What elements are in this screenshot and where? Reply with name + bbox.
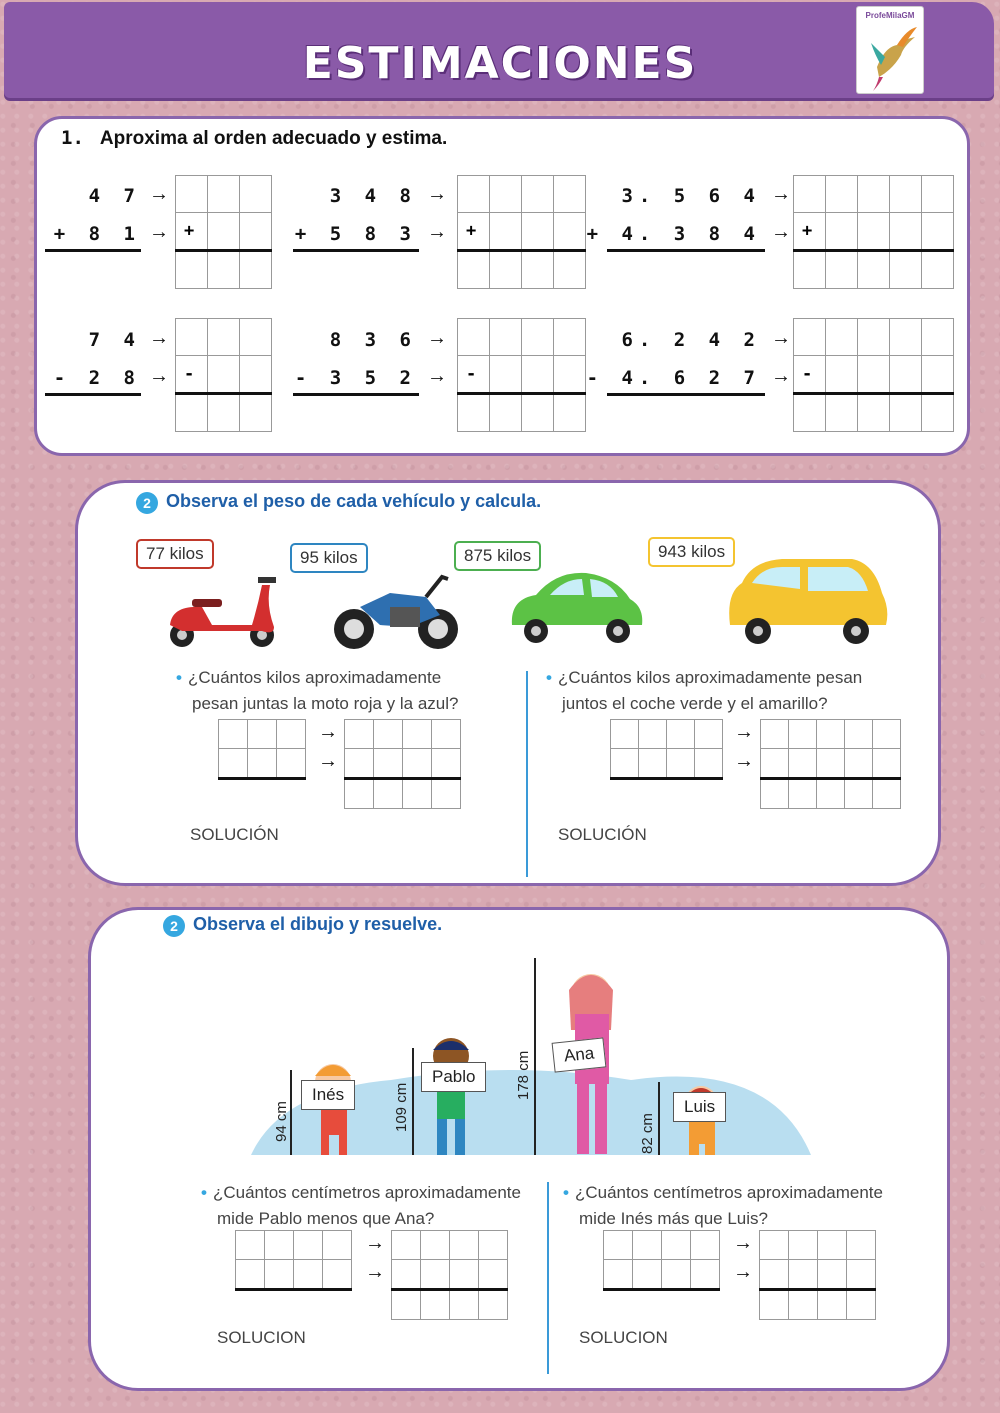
operation-underline	[607, 393, 765, 396]
answer-grid[interactable]	[603, 1230, 720, 1291]
answer-cell[interactable]	[554, 251, 586, 289]
answer-grid[interactable]	[759, 1230, 876, 1320]
operand-bottom: + 4. 3 8 4	[586, 223, 761, 245]
answer-cell[interactable]	[458, 213, 490, 251]
answer-grid[interactable]	[457, 318, 586, 432]
question-left-line-1: ¿Cuántos kilos aproximadamente	[187, 668, 442, 687]
operation-underline	[45, 393, 141, 396]
question-left-line-2: pesan juntas la moto roja y la azul?	[192, 694, 459, 713]
arrow-icon: →	[149, 221, 169, 243]
name-sign-ana: Ana	[552, 1037, 607, 1072]
question-left-line-1: ¿Cuántos centímetros aproximadamente	[212, 1183, 521, 1202]
answer-cell[interactable]	[458, 356, 490, 394]
answer-cell[interactable]	[265, 1260, 294, 1290]
exercise-instruction: Aproxima al orden adecuado y estima.	[99, 128, 448, 149]
exercise-1-panel	[34, 116, 970, 456]
answer-cell[interactable]	[826, 394, 858, 432]
answer-cell[interactable]	[176, 251, 208, 289]
answer-cell[interactable]	[639, 749, 667, 779]
operation-sign: +	[466, 221, 477, 241]
question-right	[563, 1180, 883, 1232]
answer-cell[interactable]	[392, 1260, 421, 1290]
weight-tag-green-car: 875 kilos	[454, 541, 541, 571]
answer-cell[interactable]	[873, 720, 901, 749]
answer-cell[interactable]	[890, 176, 922, 213]
answer-cell[interactable]	[421, 1290, 450, 1320]
operation-sign: -	[466, 364, 477, 384]
answer-cell[interactable]	[858, 251, 890, 289]
exercise-3-title: Observa el dibujo y resuelve.	[193, 914, 443, 934]
operand-top: 7 4	[88, 329, 141, 351]
answer-cell[interactable]	[922, 176, 954, 213]
answer-cell[interactable]	[345, 749, 374, 779]
answer-cell[interactable]	[208, 213, 240, 251]
answer-cell[interactable]	[847, 1231, 876, 1260]
answer-cell[interactable]	[639, 720, 667, 749]
operand-top: 4 7	[88, 185, 141, 207]
solution-label-right: SOLUCION	[579, 1328, 668, 1347]
answer-cell[interactable]	[826, 176, 858, 213]
page-title: ESTIMACIONES	[302, 38, 698, 89]
answer-cell[interactable]	[789, 1231, 818, 1260]
solution-label-left: SOLUCION	[217, 1328, 306, 1347]
answer-cell[interactable]	[277, 749, 306, 779]
arrow-icon: →	[733, 1232, 753, 1254]
answer-cell[interactable]	[479, 1231, 508, 1260]
answer-cell[interactable]	[890, 251, 922, 289]
answer-cell[interactable]	[240, 356, 272, 394]
answer-cell[interactable]	[522, 213, 554, 251]
arrow-icon: →	[318, 721, 338, 743]
answer-cell[interactable]	[374, 720, 403, 749]
bullet: •	[546, 668, 552, 687]
answer-cell[interactable]	[794, 394, 826, 432]
divider	[547, 1182, 549, 1374]
answer-cell[interactable]	[490, 319, 522, 356]
answer-cell[interactable]	[858, 319, 890, 356]
answer-cell[interactable]	[858, 356, 890, 394]
answer-cell[interactable]	[458, 251, 490, 289]
answer-grid[interactable]	[793, 318, 954, 432]
answer-cell[interactable]	[817, 720, 845, 749]
answer-cell[interactable]	[554, 319, 586, 356]
height-label-ines: 94 cm	[273, 1101, 290, 1142]
answer-cell[interactable]	[490, 356, 522, 394]
exercise-number-badge: 2	[136, 492, 158, 514]
operand-top: 6. 2 4 2	[621, 329, 761, 351]
height-label-luis: 82 cm	[639, 1113, 656, 1154]
answer-cell[interactable]	[421, 1231, 450, 1260]
operation-underline	[293, 249, 419, 252]
answer-cell[interactable]	[208, 394, 240, 432]
bullet: •	[176, 668, 182, 687]
answer-cell[interactable]	[611, 720, 639, 749]
arrow-icon: →	[149, 183, 169, 205]
name-sign-pablo: Pablo	[421, 1062, 486, 1092]
yellow-car-icon	[722, 553, 892, 648]
arrow-icon: →	[427, 365, 447, 387]
answer-cell[interactable]	[490, 213, 522, 251]
answer-cell[interactable]	[633, 1231, 662, 1260]
answer-cell[interactable]	[826, 319, 858, 356]
answer-cell[interactable]	[208, 251, 240, 289]
logo	[856, 6, 924, 94]
question-right-line-2: juntos el coche verde y el amarillo?	[562, 694, 828, 713]
answer-cell[interactable]	[248, 749, 277, 779]
answer-cell[interactable]	[403, 779, 432, 809]
answer-cell[interactable]	[604, 1231, 633, 1260]
answer-cell[interactable]	[826, 213, 858, 251]
answer-cell[interactable]	[450, 1260, 479, 1290]
answer-cell[interactable]	[789, 779, 817, 809]
answer-cell[interactable]	[432, 779, 461, 809]
exercise-2-heading	[136, 491, 541, 514]
answer-cell[interactable]	[761, 749, 789, 779]
operation-sign: -	[184, 364, 195, 384]
arrow-icon: →	[365, 1261, 385, 1283]
answer-grid[interactable]	[235, 1230, 352, 1291]
answer-grid[interactable]	[457, 175, 586, 289]
answer-grid[interactable]	[175, 318, 272, 432]
children-illustration	[251, 950, 821, 1160]
operand-bottom: - 2 8	[53, 367, 141, 389]
answer-cell[interactable]	[176, 213, 208, 251]
answer-cell[interactable]	[922, 356, 954, 394]
answer-cell[interactable]	[236, 1260, 265, 1290]
answer-cell[interactable]	[667, 749, 695, 779]
answer-cell[interactable]	[345, 720, 374, 749]
answer-cell[interactable]	[760, 1290, 789, 1320]
answer-cell[interactable]	[554, 176, 586, 213]
answer-cell[interactable]	[176, 394, 208, 432]
answer-cell[interactable]	[294, 1260, 323, 1290]
operand-top: 8 3 6	[329, 329, 417, 351]
answer-cell[interactable]	[845, 720, 873, 749]
operation-sign: +	[184, 221, 195, 241]
answer-cell[interactable]	[176, 319, 208, 356]
answer-cell[interactable]	[208, 356, 240, 394]
answer-grid[interactable]	[610, 719, 723, 780]
answer-cell[interactable]	[522, 394, 554, 432]
answer-cell[interactable]	[818, 1260, 847, 1290]
arrow-icon: →	[771, 365, 791, 387]
answer-cell[interactable]	[458, 176, 490, 213]
bullet: •	[201, 1183, 207, 1202]
answer-cell[interactable]	[847, 1290, 876, 1320]
answer-cell[interactable]	[858, 213, 890, 251]
answer-cell[interactable]	[479, 1260, 508, 1290]
operand-top: 3. 5 6 4	[621, 185, 761, 207]
answer-cell[interactable]	[219, 720, 248, 749]
answer-cell[interactable]	[789, 749, 817, 779]
answer-cell[interactable]	[248, 720, 277, 749]
arrow-icon: →	[149, 365, 169, 387]
answer-cell[interactable]	[240, 319, 272, 356]
answer-cell[interactable]	[817, 749, 845, 779]
answer-cell[interactable]	[554, 213, 586, 251]
answer-cell[interactable]	[374, 779, 403, 809]
answer-cell[interactable]	[611, 749, 639, 779]
answer-cell[interactable]	[890, 319, 922, 356]
answer-cell[interactable]	[826, 251, 858, 289]
answer-cell[interactable]	[858, 394, 890, 432]
blue-motorbike-icon	[330, 567, 465, 652]
answer-cell[interactable]	[176, 356, 208, 394]
exercise-number: 1.	[61, 127, 84, 149]
answer-grid[interactable]	[344, 719, 461, 809]
answer-cell[interactable]	[176, 176, 208, 213]
answer-cell[interactable]	[845, 779, 873, 809]
answer-cell[interactable]	[392, 1231, 421, 1260]
arrow-icon: →	[427, 183, 447, 205]
operation-underline	[293, 393, 419, 396]
answer-cell[interactable]	[403, 749, 432, 779]
question-right-line-1: ¿Cuántos centímetros aproximadamente	[574, 1183, 883, 1202]
exercise-3-panel	[88, 907, 950, 1391]
answer-cell[interactable]	[695, 749, 723, 779]
weight-tag-blue-motorbike: 95 kilos	[290, 543, 368, 573]
answer-cell[interactable]	[265, 1231, 294, 1260]
answer-cell[interactable]	[794, 213, 826, 251]
answer-cell[interactable]	[450, 1290, 479, 1320]
answer-cell[interactable]	[760, 1231, 789, 1260]
answer-cell[interactable]	[604, 1260, 633, 1290]
answer-cell[interactable]	[240, 394, 272, 432]
answer-cell[interactable]	[490, 394, 522, 432]
answer-cell[interactable]	[789, 1260, 818, 1290]
arrow-icon: →	[318, 750, 338, 772]
answer-cell[interactable]	[847, 1260, 876, 1290]
answer-cell[interactable]	[922, 319, 954, 356]
operand-top: 3 4 8	[329, 185, 417, 207]
answer-cell[interactable]	[554, 356, 586, 394]
answer-cell[interactable]	[826, 356, 858, 394]
question-left	[201, 1180, 521, 1232]
answer-cell[interactable]	[794, 356, 826, 394]
answer-cell[interactable]	[490, 176, 522, 213]
answer-grid[interactable]	[760, 719, 901, 809]
arrow-icon: →	[733, 1261, 753, 1283]
operation-underline	[45, 249, 141, 252]
answer-cell[interactable]	[817, 779, 845, 809]
answer-cell[interactable]	[789, 1290, 818, 1320]
red-scooter-icon	[162, 565, 292, 650]
answer-cell[interactable]	[522, 319, 554, 356]
answer-cell[interactable]	[219, 749, 248, 779]
answer-cell[interactable]	[794, 251, 826, 289]
answer-grid[interactable]	[218, 719, 306, 780]
answer-cell[interactable]	[818, 1231, 847, 1260]
arrow-icon: →	[771, 327, 791, 349]
answer-cell[interactable]	[890, 394, 922, 432]
question-right-line-1: ¿Cuántos kilos aproximadamente pesan	[557, 668, 863, 687]
answer-cell[interactable]	[522, 356, 554, 394]
operation-sign: -	[802, 364, 813, 384]
answer-cell[interactable]	[794, 176, 826, 213]
weight-tag-yellow-car: 943 kilos	[648, 537, 735, 567]
answer-cell[interactable]	[458, 319, 490, 356]
answer-cell[interactable]	[240, 213, 272, 251]
exercise-3-heading	[163, 914, 442, 937]
answer-cell[interactable]	[323, 1260, 352, 1290]
answer-cell[interactable]	[691, 1260, 720, 1290]
answer-cell[interactable]	[662, 1231, 691, 1260]
answer-cell[interactable]	[522, 176, 554, 213]
answer-cell[interactable]	[432, 749, 461, 779]
answer-cell[interactable]	[450, 1231, 479, 1260]
arrow-icon: →	[427, 221, 447, 243]
answer-cell[interactable]	[695, 720, 723, 749]
answer-cell[interactable]	[760, 1260, 789, 1290]
answer-cell[interactable]	[667, 720, 695, 749]
arrow-icon: →	[734, 750, 754, 772]
answer-cell[interactable]	[761, 779, 789, 809]
operand-bottom: + 8 1	[53, 223, 141, 245]
weight-tag-red-scooter: 77 kilos	[136, 539, 214, 569]
height-label-ana: 178 cm	[515, 1050, 532, 1100]
answer-cell[interactable]	[208, 319, 240, 356]
answer-cell[interactable]	[890, 213, 922, 251]
answer-cell[interactable]	[240, 176, 272, 213]
divider	[526, 671, 528, 877]
green-car-icon	[506, 569, 646, 649]
answer-cell[interactable]	[858, 176, 890, 213]
answer-cell[interactable]	[208, 176, 240, 213]
hummingbird-icon	[857, 7, 923, 93]
answer-grid[interactable]	[391, 1230, 508, 1320]
answer-cell[interactable]	[277, 720, 306, 749]
answer-cell[interactable]	[761, 720, 789, 749]
name-sign-ines: Inés	[301, 1080, 355, 1110]
arrow-icon: →	[734, 721, 754, 743]
solution-label-right: SOLUCIÓN	[558, 825, 647, 844]
answer-cell[interactable]	[922, 251, 954, 289]
answer-cell[interactable]	[633, 1260, 662, 1290]
answer-cell[interactable]	[374, 749, 403, 779]
exercise-1-title	[61, 127, 447, 150]
logo-text: ProfeMilaGM	[865, 11, 915, 20]
answer-cell[interactable]	[392, 1290, 421, 1320]
answer-grid[interactable]	[175, 175, 272, 289]
solution-label-left: SOLUCIÓN	[190, 825, 279, 844]
answer-cell[interactable]	[421, 1260, 450, 1290]
arrow-icon: →	[427, 327, 447, 349]
answer-cell[interactable]	[691, 1231, 720, 1260]
exercise-number-badge: 2	[163, 915, 185, 937]
question-right-line-2: mide Inés más que Luis?	[579, 1209, 768, 1228]
answer-cell[interactable]	[522, 251, 554, 289]
answer-cell[interactable]	[922, 394, 954, 432]
answer-cell[interactable]	[873, 749, 901, 779]
question-right	[546, 665, 862, 717]
answer-cell[interactable]	[818, 1290, 847, 1320]
answer-cell[interactable]	[890, 356, 922, 394]
answer-cell[interactable]	[873, 779, 901, 809]
answer-cell[interactable]	[240, 251, 272, 289]
height-label-pablo: 109 cm	[393, 1082, 410, 1132]
answer-cell[interactable]	[845, 749, 873, 779]
answer-cell[interactable]	[458, 394, 490, 432]
answer-cell[interactable]	[490, 251, 522, 289]
question-left-line-2: mide Pablo menos que Ana?	[217, 1209, 435, 1228]
answer-cell[interactable]	[662, 1260, 691, 1290]
operand-bottom: - 4. 6 2 7	[586, 367, 761, 389]
exercise-2-panel	[75, 480, 941, 886]
answer-cell[interactable]	[479, 1290, 508, 1320]
arrow-icon: →	[365, 1232, 385, 1254]
question-left	[176, 665, 459, 717]
name-sign-luis: Luis	[673, 1092, 726, 1122]
answer-grid[interactable]	[793, 175, 954, 289]
answer-cell[interactable]	[403, 720, 432, 749]
answer-cell[interactable]	[323, 1231, 352, 1260]
arrow-icon: →	[771, 221, 791, 243]
answer-cell[interactable]	[554, 394, 586, 432]
answer-cell[interactable]	[794, 319, 826, 356]
answer-cell[interactable]	[432, 720, 461, 749]
operand-bottom: + 5 8 3	[294, 223, 417, 245]
arrow-icon: →	[771, 183, 791, 205]
answer-cell[interactable]	[922, 213, 954, 251]
answer-cell[interactable]	[294, 1231, 323, 1260]
bullet: •	[563, 1183, 569, 1202]
operation-underline	[607, 249, 765, 252]
answer-cell[interactable]	[236, 1231, 265, 1260]
operand-bottom: - 3 5 2	[294, 367, 417, 389]
operation-sign: +	[802, 221, 813, 241]
answer-cell[interactable]	[789, 720, 817, 749]
arrow-icon: →	[149, 327, 169, 349]
exercise-2-title: Observa el peso de cada vehículo y calcula.	[166, 491, 542, 511]
answer-cell[interactable]	[345, 779, 374, 809]
